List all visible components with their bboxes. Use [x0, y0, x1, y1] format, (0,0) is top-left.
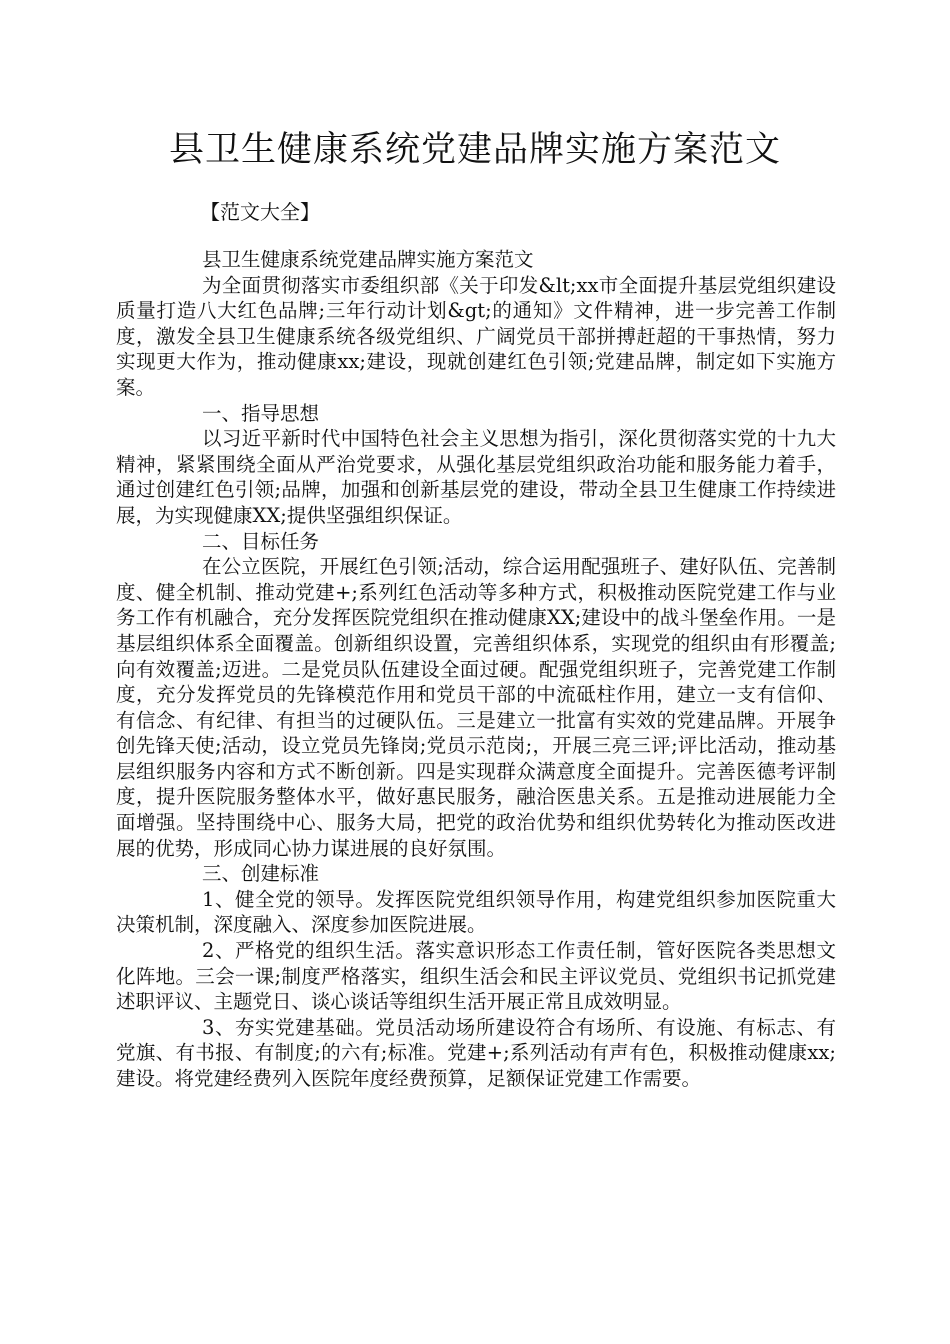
body-paragraph: 2、严格党的组织生活。落实意识形态工作责任制，管好医院各类思想文化阵地。三会一课;制度严格落实，组织生活会和民主评议党员、党组织书记抓党建述职评议、主题党日、谈心谈话等组织生活开展正常且成效明显。: [116, 939, 836, 1014]
body-paragraph: 为全面贯彻落实市委组织部《关于印发&lt;xx市全面提升基层党组织建设质量打造八大红色品牌;三年行动计划&gt;的通知》文件精神，进一步完善工作制度，激发全县卫生健康系统各级党组织、广阔党员干部拼搏赶超的干事热情，努力实现更大作为，推动健康xx;建设，现就创建红色引领;党建品牌，制定如下实施方案。: [116, 273, 836, 399]
document-title: 县卫生健康系统党建品牌实施方案范文: [168, 130, 781, 170]
section-heading: 一、指导思想: [202, 401, 320, 425]
body-paragraph: 1、健全党的领导。发挥医院党组织领导作用，构建党组织参加医院重大决策机制，深度融入、深度参加医院进展。: [116, 887, 836, 937]
body-paragraph: 在公立医院，开展红色引领;活动，综合运用配强班子、建好队伍、完善制度、健全机制、推动党建+;系列红色活动等多种方式，积极推动医院党建工作与业务工作有机融合，充分发挥医院党组织在推动健康XX;建设中的战斗堡垒作用。一是基层组织体系全面覆盖。创新组织设置，完善组织体系，实现党的组织由有形覆盖;向有效覆盖;迈进。二是党员队伍建设全面过硬。配强党组织班子，完善党建工作制度，充分发挥党员的先锋模范作用和党员干部的中流砥柱作用，建立一支有信仰、有信念、有纪律、有担当的过硬队伍。三是建立一批富有实效的党建品牌。开展争创先锋天使;活动，设立党员先锋岗;党员示范岗;，开展三亮三评;评比活动，推动基层组织服务内容和方式不断创新。四是实现群众满意度全面提升。完善医德考评制度，提升医院服务整体水平，做好惠民服务，融洽医患关系。五是推动进展能力全面增强。坚持围绕中心、服务大局，把党的政治优势和组织优势转化为推动医改进展的优势，形成同心协力谋进展的良好氛围。: [116, 555, 836, 860]
body-paragraph: 县卫生健康系统党建品牌实施方案范文: [202, 248, 534, 271]
document-body: [116, 247, 836, 1092]
section-heading: 二、目标任务: [202, 529, 320, 553]
body-paragraph: 3、夯实党建基础。党员活动场所建设符合有场所、有设施、有标志、有党旗、有书报、有制度;的六有;标准。党建+;系列活动有声有色，积极推动健康xx;建设。将党建经费列入医院年度经费预算，足额保证党建工作需要。: [116, 1015, 836, 1090]
body-paragraph: 以习近平新时代中国特色社会主义思想为指引，深化贯彻落实党的十九大精神，紧紧围绕全面从严治党要求，从强化基层党组织政治功能和服务能力着手，通过创建红色引领;品牌，加强和创新基层党的建设，带动全县卫生健康工作持续进展，为实现健康XX;提供坚强组织保证。: [116, 427, 836, 527]
category-label: 【范文大全】: [200, 200, 320, 224]
section-heading: 三、创建标准: [202, 862, 320, 886]
